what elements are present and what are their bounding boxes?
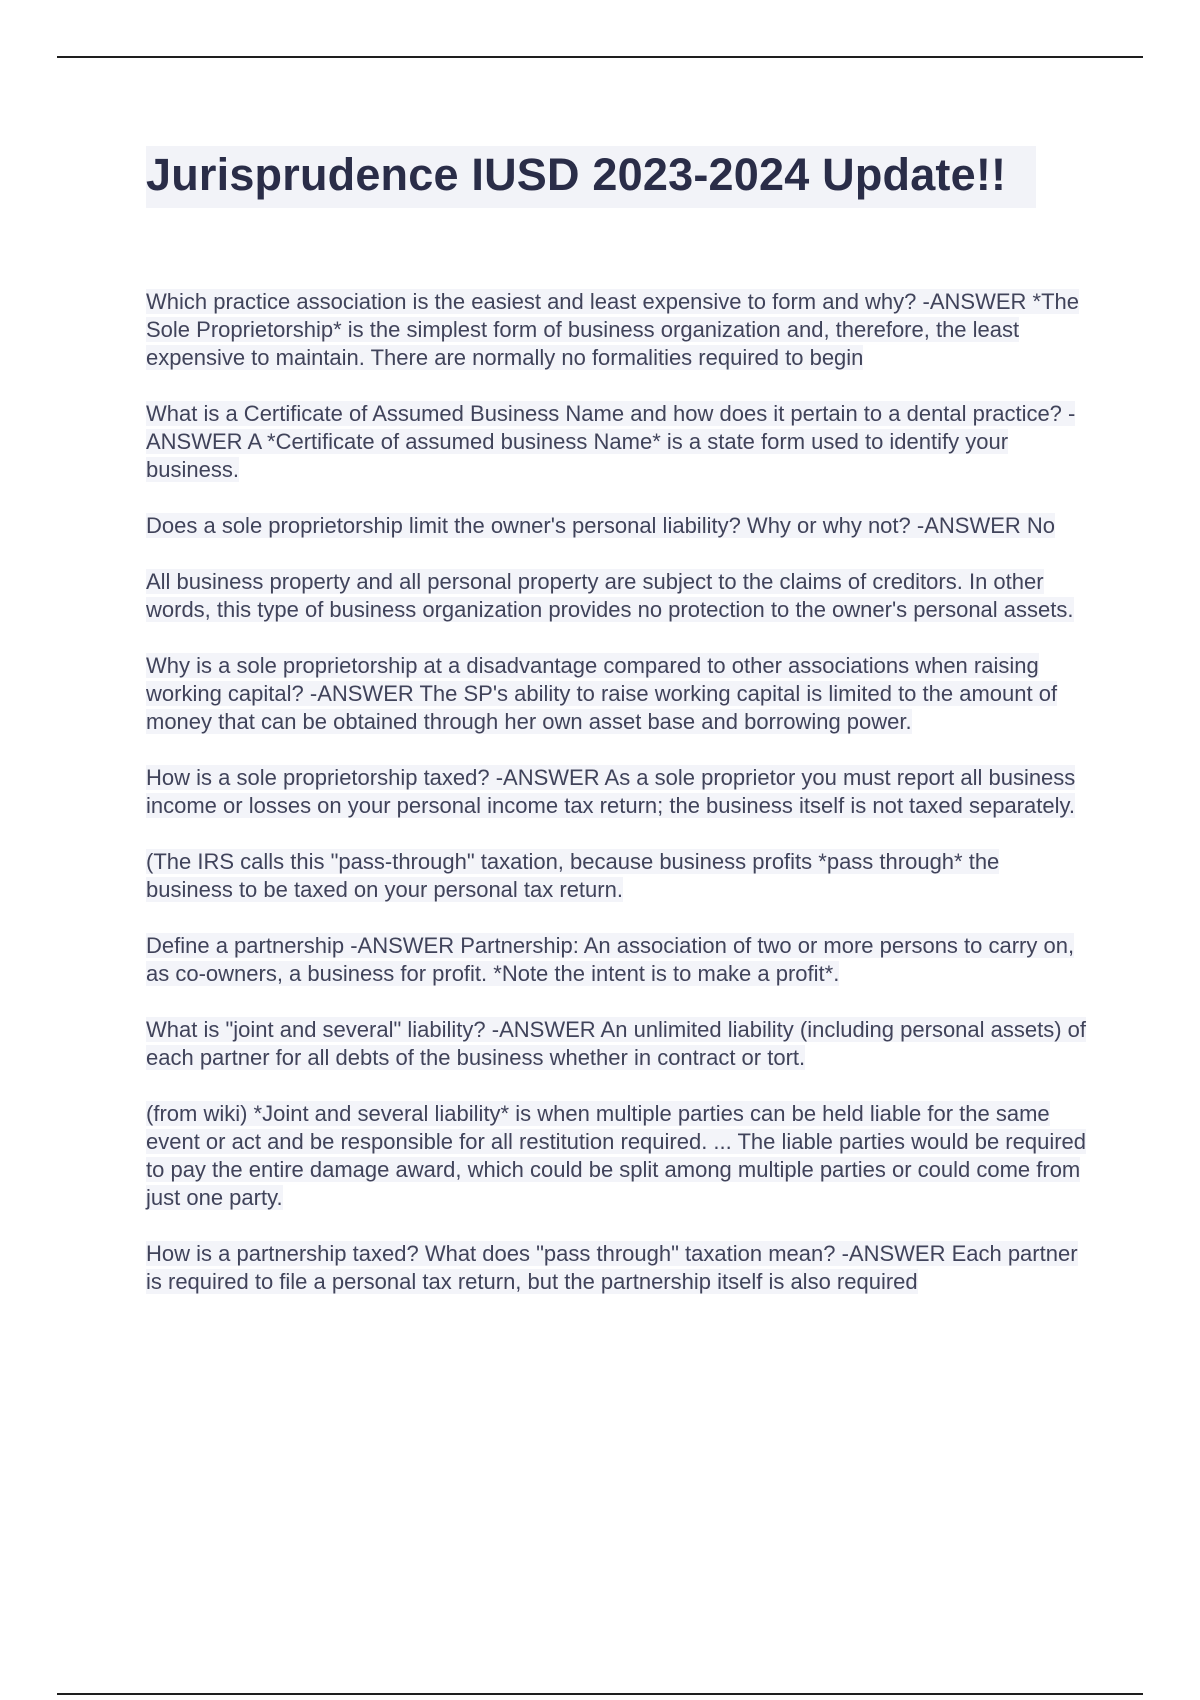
bottom-rule: [57, 1693, 1143, 1695]
qa-paragraph-text: Does a sole proprietorship limit the owner's personal liability? Why or why not? -ANSWER No: [146, 513, 1056, 538]
qa-paragraph: [146, 568, 1090, 624]
qa-list: [146, 288, 1090, 1296]
qa-paragraph-text: Define a partnership -ANSWER Partnership: An association of two or more persons to carry on, as co-owners, a business for profit. *Note the intent is to make a profit*.: [146, 933, 1075, 986]
document-title: Jurisprudence IUSD 2023-2024 Update!!: [146, 146, 1036, 208]
qa-paragraph: [146, 1240, 1090, 1296]
qa-paragraph: [146, 932, 1090, 988]
qa-paragraph-text: What is a Certificate of Assumed Business Name and how does it pertain to a dental practice? -ANSWER A *Certificate of assumed business Name* is a state form used to identify your business.: [146, 401, 1076, 482]
qa-paragraph: [146, 652, 1090, 736]
qa-paragraph: [146, 1016, 1090, 1072]
qa-paragraph-text: How is a sole proprietorship taxed? -ANSWER As a sole proprietor you must report all business income or losses on your personal income tax return; the business itself is not taxed separately.: [146, 765, 1076, 818]
qa-paragraph: [146, 512, 1090, 540]
top-rule: [57, 56, 1143, 58]
qa-paragraph-text: Which practice association is the easiest and least expensive to form and why? -ANSWER *The Sole Proprietorship* is the simplest form of business organization and, therefore, the least expensive to maintain. There are normally no formalities required to begin: [146, 289, 1079, 370]
qa-paragraph: [146, 400, 1090, 484]
document-body: [146, 146, 1090, 1324]
qa-paragraph-text: Why is a sole proprietorship at a disadvantage compared to other associations when raising working capital? -ANSWER The SP's ability to raise working capital is limited to the amount of money that can be obtained through her own asset base and borrowing power.: [146, 653, 1058, 734]
qa-paragraph: [146, 764, 1090, 820]
qa-paragraph-text: What is "joint and several" liability? -ANSWER An unlimited liability (including personal assets) of each partner for all debts of the business whether in contract or tort.: [146, 1017, 1087, 1070]
qa-paragraph: [146, 1100, 1090, 1212]
qa-paragraph-text: All business property and all personal property are subject to the claims of creditors. In other words, this type of business organization provides no protection to the owner's personal assets.: [146, 569, 1074, 622]
qa-paragraph: [146, 848, 1090, 904]
qa-paragraph: [146, 288, 1090, 372]
qa-paragraph-text: How is a partnership taxed? What does "pass through" taxation mean? -ANSWER Each partner is required to file a personal tax return, but the partnership itself is also required: [146, 1241, 1078, 1294]
qa-paragraph-text: (from wiki) *Joint and several liability* is when multiple parties can be held liable for the same event or act and be responsible for all restitution required. ... The liable parties would be required to pay the entire damage award, which could be split among multiple parties or could come from just one party.: [146, 1101, 1087, 1210]
qa-paragraph-text: (The IRS calls this "pass-through" taxation, because business profits *pass through* the business to be taxed on your personal tax return.: [146, 849, 1000, 902]
